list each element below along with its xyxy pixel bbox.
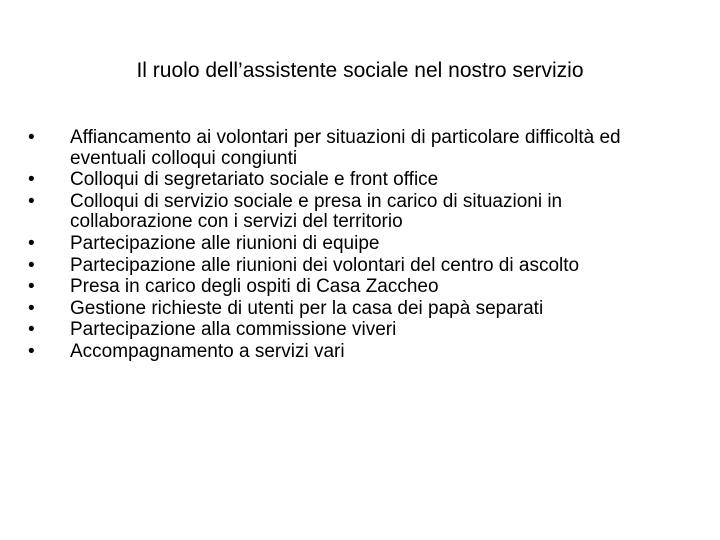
bullet-icon: • xyxy=(28,169,35,191)
bullet-item xyxy=(28,170,668,191)
slide-title: Il ruolo dell’assistente sociale nel nostro servizio xyxy=(136,59,584,82)
bullet-icon: • xyxy=(28,297,35,319)
bullet-icon: • xyxy=(28,127,35,148)
bullet-text: Accompagnamento a servizi vari xyxy=(70,340,345,362)
bullet-text: Presa in carico degli ospiti di Casa Zaccheo xyxy=(70,276,439,298)
bullet-item xyxy=(28,277,668,298)
bullet-text: Gestione richieste di utenti per la casa dei papà separati xyxy=(70,297,544,319)
bullet-text: Partecipazione alle riunioni dei volontari del centro di ascolto xyxy=(70,254,580,276)
bullet-item xyxy=(28,299,668,320)
bullet-icon: • xyxy=(28,319,35,341)
bullet-icon: • xyxy=(28,276,35,298)
bullet-item xyxy=(28,342,668,363)
bullet-text: Colloqui di servizio sociale e presa in carico di situazioni in collaborazione con i servizi del territorio xyxy=(70,190,563,233)
bullet-item xyxy=(28,192,668,233)
bullet-item xyxy=(28,234,668,255)
bullet-item xyxy=(28,320,668,341)
bullet-item xyxy=(28,128,668,169)
bullet-text: Partecipazione alla commissione viveri xyxy=(70,319,397,341)
bullet-text: Affiancamento ai volontari per situazioni di particolare difficoltà ed eventuali colloqui congiunti xyxy=(70,127,621,169)
bullet-icon: • xyxy=(28,190,35,212)
bullet-list xyxy=(28,128,668,364)
bullet-item xyxy=(28,256,668,277)
bullet-text: Partecipazione alle riunioni di equipe xyxy=(70,232,380,254)
bullet-text: Colloqui di segretariato sociale e front office xyxy=(70,169,439,191)
bullet-icon: • xyxy=(28,340,35,362)
bullet-icon: • xyxy=(28,232,35,254)
bullet-icon: • xyxy=(28,254,35,276)
